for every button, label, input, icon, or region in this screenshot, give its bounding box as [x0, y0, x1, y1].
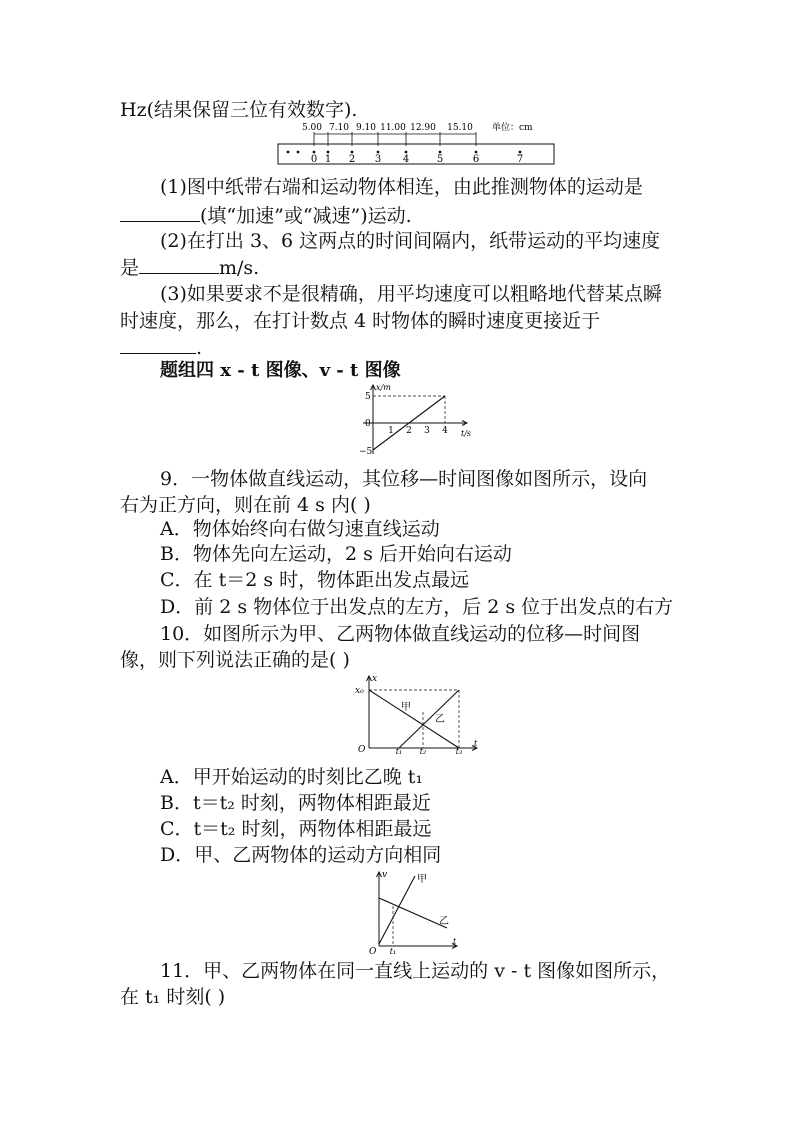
fig1-dashed-guides	[373, 396, 445, 423]
xt-graph-q10	[355, 672, 485, 754]
tape-seg-1: 7.10	[328, 123, 350, 133]
fig2-origin: O	[358, 745, 366, 754]
q8-p1-tail: (填“加速”或“减速”)运动.	[200, 205, 412, 227]
fig1-ytick-0: 0	[365, 419, 371, 429]
q10-option-d[interactable]: D．甲、乙两物体的运动方向相同	[160, 844, 442, 866]
fig1-axes	[363, 385, 467, 454]
intro-line: Hz(结果保留三位有效数字).	[120, 99, 358, 121]
q8-p3-line2: 时速度，那么，在打计数点 4 时物体的瞬时速度更接近于	[120, 310, 601, 332]
fig3-x-axis-label: t	[453, 937, 457, 946]
fig1-y-axis-label: x/m	[376, 383, 391, 392]
q8-p1-line1: (1)图中纸带右端和运动物体相连，由此推测物体的运动是	[160, 176, 643, 198]
fig2-label-jia: 甲	[401, 702, 411, 713]
tape-seg-3: 11.00	[380, 123, 406, 133]
q8-p2-line2	[120, 255, 259, 281]
tape-seg-5: 15.10	[447, 123, 473, 133]
section-title: 题组四 x - t 图像、v - t 图像	[160, 360, 401, 381]
tape-pt-3: 3	[374, 154, 382, 165]
fig3-line-jia	[379, 876, 415, 944]
fig3-t1: t₁	[389, 947, 397, 954]
q10-option-a[interactable]: A．甲开始运动的时刻比乙晚 t₁	[160, 766, 424, 788]
q8-p3-end: .	[196, 337, 203, 359]
tape-dots	[287, 151, 522, 154]
fig1-xtick-4: 4	[442, 426, 448, 436]
tape-pt-1: 1	[324, 154, 332, 165]
fig2-label-yi: 乙	[435, 714, 445, 725]
fig2-t3: t₃	[455, 747, 463, 754]
answer-blank[interactable]	[120, 335, 196, 354]
fig2-line-jia	[369, 690, 459, 748]
fig2-t1: t₁	[395, 747, 403, 754]
tape-seg-0: 5.00	[301, 123, 323, 133]
tape-unit: 单位：cm	[492, 123, 533, 133]
fig3-origin: O	[369, 947, 377, 954]
xt-graph-q9	[355, 382, 480, 458]
q8-p2-pre: 是	[120, 257, 140, 279]
q9-stem-line2: 右为正方向，则在前 4 s 内( )	[120, 494, 371, 516]
q8-p2-post: m/s.	[219, 257, 260, 279]
q9-option-c[interactable]: C．在 t＝2 s 时，物体距出发点最远	[160, 569, 470, 591]
q10-stem-line2: 像，则下列说法正确的是( )	[120, 649, 350, 671]
tape-strip	[278, 144, 554, 164]
q9-option-b[interactable]: B．物体先向左运动，2 s 后开始向右运动	[160, 543, 512, 565]
fig2-axes	[367, 676, 478, 751]
q9-option-a[interactable]: A．物体始终向右做匀速直线运动	[160, 518, 440, 540]
fig3-y-axis-label: v	[382, 870, 388, 880]
q11-stem-line2: 在 t₁ 时刻( )	[120, 986, 226, 1008]
fig3-label-yi: 乙	[439, 916, 449, 927]
tape-pt-2: 2	[348, 154, 356, 165]
q10-option-b[interactable]: B．t＝t₂ 时刻，两物体相距最近	[160, 792, 431, 814]
paper-tape-figure	[270, 118, 560, 170]
vt-graph-q11	[365, 868, 465, 954]
answer-blank[interactable]	[139, 255, 219, 274]
tape-pt-4: 4	[402, 154, 410, 165]
q8-p2-line1: (2)在打出 3、6 这两点的时间间隔内，纸带运动的平均速度	[160, 230, 661, 252]
fig2-t2: t₂	[419, 747, 427, 754]
q11-stem-line1: 11．甲、乙两物体在同一直线上运动的 v - t 图像如图所示，	[160, 960, 671, 982]
fig2-y-axis-label: x	[372, 674, 378, 684]
fig1-ytick-neg5: −5	[359, 447, 373, 457]
answer-blank[interactable]	[120, 203, 200, 222]
q8-p1-line2	[120, 203, 412, 229]
fig1-xtick-1: 1	[388, 426, 394, 436]
tape-pt-7: 7	[516, 154, 524, 165]
fig2-t-axis: t	[474, 739, 478, 748]
tape-pt-6: 6	[472, 154, 480, 165]
tape-seg-4: 12.90	[410, 123, 436, 133]
q8-p3-line1: (3)如果要求不是很精确，用平均速度可以粗略地代替某点瞬	[160, 283, 662, 305]
fig1-ytick-5: 5	[365, 392, 371, 402]
fig1-xtick-3: 3	[424, 426, 430, 436]
tape-pt-5: 5	[436, 154, 444, 165]
fig1-xtick-2: 2	[406, 426, 412, 436]
fig1-x-axis-label: t/s	[461, 429, 472, 438]
q9-stem-line1: 9．一物体做直线运动，其位移—时间图像如图所示，设向	[160, 468, 648, 490]
tape-seg-2: 9.10	[355, 123, 377, 133]
fig2-line-yi	[399, 690, 459, 748]
fig3-label-jia: 甲	[417, 874, 427, 885]
q10-option-c[interactable]: C．t＝t₂ 时刻，两物体相距最远	[160, 818, 432, 840]
fig2-x0-label: x₀	[355, 686, 364, 696]
q10-stem-line1: 10．如图所示为甲、乙两物体做直线运动的位移—时间图	[160, 623, 641, 645]
fig3-line-yi	[379, 898, 447, 928]
tape-pt-0: 0	[310, 154, 318, 165]
q9-option-d[interactable]: D．前 2 s 物体位于出发点的左方，后 2 s 位于出发点的右方	[160, 596, 674, 618]
